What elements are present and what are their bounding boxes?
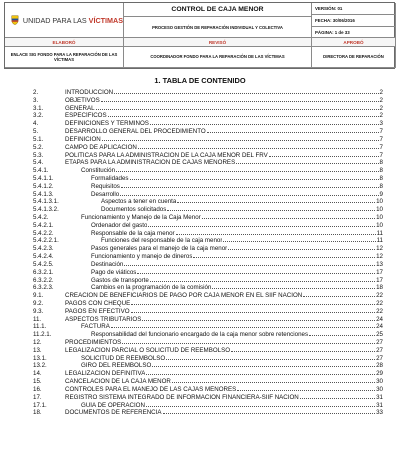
toc-entry-number: 17. (33, 393, 42, 401)
toc-leader-dots (120, 195, 379, 196)
toc-entry-number: 5. (33, 128, 39, 136)
toc-entry-page: 25 (376, 331, 383, 339)
toc-leader-dots (150, 281, 375, 282)
toc-entry-page: 17 (376, 276, 383, 284)
toc-entry-page: 12 (376, 253, 383, 261)
toc-entry-number: 5.4. (33, 159, 44, 167)
toc-entry[interactable] (33, 347, 383, 355)
toc-leader-dots (146, 406, 375, 407)
toc-entry-number: 5.4.1.1. (33, 174, 54, 182)
process-name: PROCESO GESTIÓN DE REPARACIÓN INDIVIDUAL Y COLECTIVA (124, 17, 312, 38)
toc-entry-number: 6.3.2.2. (33, 276, 54, 284)
toc-entry[interactable] (33, 112, 383, 120)
toc-leader-dots (130, 179, 379, 180)
toc-entry-page: 12 (376, 245, 383, 253)
toc-entry-page: 10 (376, 221, 383, 229)
toc-entry-title: Funciones del responsable de la caja menor (101, 237, 223, 245)
toc-leader-dots (121, 187, 379, 188)
toc-entry-number: 5.3. (33, 151, 44, 159)
toc-entry-page: 24 (376, 315, 383, 323)
toc-entry[interactable] (33, 120, 383, 128)
toc-entry[interactable] (33, 97, 383, 105)
toc-entry-title: Requisitos (91, 182, 120, 190)
toc-entry-title: LEGALIZACIÓN DEFINITIVA (65, 370, 146, 378)
toc-leader-dots (102, 140, 379, 141)
toc-leader-dots (122, 343, 375, 344)
toc-leader-dots (176, 234, 376, 235)
toc-entry-page: 10 (376, 198, 383, 206)
toc-entry-title: ASPECTOS TRIBUTARIOS (65, 315, 142, 323)
toc-entry[interactable] (33, 175, 383, 183)
toc-entry-title: Desarrollo (91, 190, 120, 198)
toc-entry-title: SOLICITUD DE REEMBOLSO (81, 354, 166, 362)
toc-entry-number: 9.1. (33, 292, 44, 300)
toc-entry-title: Constitución (81, 167, 116, 175)
toc-entry-page: 27 (376, 339, 383, 346)
toc-entry-title: CONTROLES PARA EL MANEJO DE LAS CAJAS MENORES (65, 385, 237, 393)
toc-leader-dots (150, 124, 379, 125)
toc-entry[interactable] (33, 230, 383, 238)
date-label: FECHA: 30/06/2016 (312, 15, 396, 27)
toc-entry-number: 9.2. (33, 299, 44, 307)
reviso-description: COORDINADOR FONDO PARA LA REPARACIÓN DE LAS VÍCTIMAS (124, 47, 312, 68)
toc-entry[interactable] (33, 206, 383, 214)
toc-entry-number: 17.1. (33, 401, 47, 409)
toc-entry-title: ESPECÍFICOS (65, 112, 107, 120)
toc-entry-page: 8 (379, 159, 383, 167)
toc-leader-dots (309, 335, 375, 336)
toc-entry-page: 13 (376, 260, 383, 268)
toc-leader-dots (223, 241, 376, 242)
toc-entry-number: 5.4.1.2. (33, 182, 54, 190)
elaboro-description: ENLACE SIG FONDO PARA LA REPARACIÓN DE LAS VÍCTIMAS (5, 47, 124, 68)
toc-entry-title: REGISTRO SISTEMA INTEGRADO DE INFORMACIÓN FINANCIERA-SIIF NACIÓN (65, 393, 299, 401)
version-label: VERSIÓN: 01 (312, 3, 396, 15)
logo-brand: VÍCTIMAS (88, 15, 123, 25)
toc-entry[interactable] (33, 394, 383, 402)
document-header-table (4, 2, 395, 69)
toc-leader-dots (228, 249, 375, 250)
page-label: PÁGINA: 1 de 33 (312, 27, 396, 38)
toc-entry[interactable] (33, 167, 383, 175)
toc-entry-number: 3.2. (33, 112, 44, 120)
toc-entry-title: Ordenador del gasto (91, 221, 148, 229)
toc-entry-page: 7 (379, 143, 383, 151)
toc-entry[interactable] (33, 277, 383, 285)
toc-entry-page: 2 (379, 104, 383, 112)
toc-entry[interactable] (33, 362, 383, 370)
toc-entry-title: Formalidades (91, 174, 129, 182)
toc-leader-dots (114, 93, 379, 94)
toc-entry[interactable] (33, 355, 383, 363)
toc-leader-dots (163, 413, 375, 414)
toc-entry-number: 5.4.1.3.2. (33, 206, 59, 214)
toc-leader-dots (146, 374, 375, 375)
toc-entry-page: 8 (379, 167, 383, 175)
toc-entry-title: DESARROLLO GENERAL DEL PROCEDIMIENTO (65, 128, 206, 136)
toc-leader-dots (131, 312, 375, 313)
toc-leader-dots (212, 288, 375, 289)
toc-entry-number: 6.3.2.3. (33, 284, 54, 292)
toc-entry-page: 2 (379, 89, 383, 96)
aprobo-description: DIRECTORA DE REPARACIÓN (312, 47, 396, 68)
toc-entry-title: PROCEDIMIENTOS (65, 339, 122, 346)
toc-entry[interactable] (33, 136, 383, 144)
toc-entry-title: Funcionamiento y Manejo de la Caja Menor (81, 214, 201, 221)
toc-entry-title: Destinación (91, 260, 124, 268)
document-title: CONTROL DE CAJA MENOR (124, 3, 312, 17)
toc-entry-number: 5.4.2.4. (33, 253, 54, 261)
toc-entry-number: 11. (33, 315, 42, 323)
toc-leader-dots (101, 101, 379, 102)
toc-entry-number: 5.4.2. (33, 214, 49, 221)
toc-entry-number: 5.4.2.2.1. (33, 237, 59, 245)
toc-entry-number: 6.3.2.1. (33, 268, 54, 276)
toc-leader-dots (172, 382, 375, 383)
toc-leader-dots (269, 156, 379, 157)
toc-entry-title: Responsabilidad del funcionario encargado de la caja menor sobre retenciones (91, 331, 309, 339)
toc-entry[interactable] (33, 292, 383, 300)
toc-entry[interactable] (33, 253, 383, 261)
toc-entry-page: 29 (376, 370, 383, 378)
toc-entry[interactable] (33, 269, 383, 277)
toc-entry[interactable] (33, 198, 383, 206)
toc-entry-title: GENERAL (65, 104, 95, 112)
toc-entry-title: Gastos de transporte (91, 276, 149, 284)
toc-leader-dots (138, 148, 379, 149)
toc-entry-number: 13.1. (33, 354, 47, 362)
toc-entry[interactable] (33, 183, 383, 191)
toc-entry-number: 11.1. (33, 323, 47, 331)
toc-leader-dots (96, 109, 379, 110)
role-reviso: REVISÓ (124, 38, 312, 47)
toc-entry[interactable] (33, 402, 383, 410)
toc-entry-page: 22 (376, 292, 383, 300)
toc-entry-page: 17 (376, 268, 383, 276)
toc-entry[interactable] (33, 378, 383, 386)
toc-entry-number: 12. (33, 339, 42, 346)
toc-entry-title: Aspectos a tener en cuenta (101, 198, 177, 206)
toc-entry-number: 5.4.1. (33, 167, 49, 175)
toc-entry[interactable] (33, 105, 383, 113)
toc-leader-dots (108, 116, 379, 117)
toc-entry-number: 13.2. (33, 362, 47, 370)
toc-entry-title: GUÍA DE OPERACIÓN (81, 401, 145, 409)
toc-entry[interactable] (33, 237, 383, 245)
toc-entry-title: CREACIÓN DE BENEFICIARIOS DE PAGO POR CAJA MENOR EN EL SIIF NACIÓN (65, 292, 303, 300)
toc-leader-dots (152, 366, 375, 367)
toc-entry[interactable] (33, 245, 383, 253)
role-aprobo: APROBÓ (312, 38, 396, 47)
toc-entry-title: LEGALIZACIÓN PARCIAL O SOLICITUD DE REEMBOLSO (65, 346, 231, 354)
toc-entry[interactable] (33, 159, 383, 167)
toc-entry-number: 14. (33, 370, 42, 378)
toc-entry[interactable] (33, 386, 383, 394)
toc-entry-number: 5.4.2.2. (33, 229, 54, 237)
toc-entry-title: Pasos generales para el manejo de la caja menor (91, 245, 228, 253)
toc-entry[interactable] (33, 261, 383, 269)
toc-entry[interactable] (33, 370, 383, 378)
toc-entry[interactable] (33, 409, 383, 417)
toc-entry-page: 11 (376, 237, 383, 245)
toc-entry-title: PAGOS EN EFECTIVO (65, 307, 130, 315)
toc-entry[interactable] (33, 222, 383, 230)
toc-entry-number: 5.4.2.3. (33, 245, 54, 253)
toc-leader-dots (137, 273, 375, 274)
toc-entry-page: 7 (379, 128, 383, 136)
toc-entry-title: Funcionamiento y manejo de dineros (91, 253, 193, 261)
logo-wordmark (23, 16, 123, 25)
toc-leader-dots (236, 163, 379, 164)
toc-entry-title: FACTURA (81, 323, 110, 331)
toc-leader-dots (231, 351, 375, 352)
toc-entry[interactable] (33, 339, 383, 347)
coat-of-arms-icon (11, 13, 19, 27)
toc-entry-title: INTRODUCCIÓN (65, 89, 114, 96)
role-elaboro: ELABORÓ (5, 38, 124, 47)
toc-entry[interactable] (33, 214, 383, 222)
toc-leader-dots (111, 327, 375, 328)
toc-entry-title: Cambios en la programación de la comisión (91, 284, 212, 292)
toc-entry-number: 16. (33, 385, 42, 393)
toc-entry-number: 11.2.1. (33, 331, 52, 339)
toc-entry-page: 27 (376, 354, 383, 362)
toc-entry-page: 28 (376, 362, 383, 370)
toc-leader-dots (300, 398, 375, 399)
toc-entry-number: 3.1. (33, 104, 44, 112)
toc-entry-page: 22 (376, 307, 383, 315)
toc-entry-page: 9 (379, 190, 383, 198)
toc-entry-page: 31 (376, 401, 383, 409)
toc-entry-title: PAGOS CON CHEQUE (65, 299, 131, 307)
toc-entry-page: 31 (376, 393, 383, 401)
toc-leader-dots (116, 171, 379, 172)
toc-entry-title: ETAPAS PARA LA ADMINISTRACION DE CAJAS MENORES (65, 159, 236, 167)
toc-leader-dots (142, 320, 375, 321)
toc-entry-number: 5.4.2.1. (33, 221, 54, 229)
toc-entry-page: 8 (379, 174, 383, 182)
toc-entry-title: Documentos solicitados (101, 206, 167, 214)
toc-entry-title: OBJETIVOS (65, 96, 100, 104)
toc-entry[interactable] (33, 323, 383, 331)
toc-entry[interactable] (33, 144, 383, 152)
toc-entry[interactable] (33, 300, 383, 308)
toc-entry-page: 30 (376, 378, 383, 386)
toc-leader-dots (148, 226, 375, 227)
toc-entry-number: 3. (33, 96, 39, 104)
toc-entry-title: POLITICAS PARA LA ADMINISTRACION DE LA CAJA MENOR DEL FRV (65, 151, 268, 159)
toc-entry-page: 2 (379, 96, 383, 104)
toc-entry-number: 13. (33, 346, 42, 354)
toc-entry-page: 33 (376, 409, 383, 417)
toc-entry[interactable] (33, 316, 383, 324)
toc-entry-page: 7 (379, 151, 383, 159)
toc-entry-title: Pago de viáticos (91, 268, 137, 276)
toc-entry-page: 30 (376, 385, 383, 393)
toc-entry-number: 18. (33, 409, 42, 417)
toc-entry-title: DOCUMENTOS DE REFERENCIA (65, 409, 162, 417)
toc-entry-page: 3 (379, 120, 383, 128)
table-of-contents (33, 89, 383, 417)
toc-entry-page: 24 (376, 323, 383, 331)
toc-entry[interactable] (33, 89, 383, 97)
toc-entry-title: DEFINICIÓN (65, 135, 101, 143)
toc-entry[interactable] (33, 128, 383, 136)
toc-entry-page: 10 (376, 214, 383, 221)
toc-entry[interactable] (33, 152, 383, 160)
logo-prefix: UNIDAD PARA LAS (22, 15, 89, 25)
toc-entry-title: GIRO DEL REEMBOLSO (81, 362, 152, 370)
toc-leader-dots (166, 359, 375, 360)
toc-entry-page: 7 (379, 135, 383, 143)
toc-entry-title: CAMPO DE APLICACIÓN (65, 143, 137, 151)
toc-entry-page: 11 (376, 229, 383, 237)
toc-leader-dots (193, 257, 375, 258)
toc-entry-title: Responsable de la caja menor (91, 229, 175, 237)
toc-entry-number: 15. (33, 378, 42, 386)
toc-entry-page: 18 (376, 284, 383, 292)
toc-entry-page: 8 (379, 182, 383, 190)
toc-leader-dots (303, 296, 375, 297)
toc-entry-number: 2. (33, 89, 39, 96)
toc-entry-title: DEFINICIONES Y TERMINOS (65, 120, 149, 128)
toc-entry-page: 27 (376, 346, 383, 354)
toc-leader-dots (177, 202, 375, 203)
toc-leader-dots (167, 210, 375, 211)
toc-leader-dots (207, 132, 379, 133)
toc-entry-number: 5.4.2.5. (33, 260, 54, 268)
toc-entry-title: CANCELACIÓN DE LA CAJA MENOR (65, 378, 171, 386)
toc-entry-number: 5.4.1.3. (33, 190, 54, 198)
toc-heading: 1. TABLA DE CONTENIDO (154, 76, 246, 85)
toc-entry-number: 5.1. (33, 135, 44, 143)
toc-entry-number: 4. (33, 120, 39, 128)
toc-leader-dots (202, 218, 375, 219)
toc-entry[interactable] (33, 331, 383, 339)
toc-entry[interactable] (33, 308, 383, 316)
toc-leader-dots (131, 304, 375, 305)
toc-entry-number: 9.3. (33, 307, 44, 315)
toc-entry-page: 2 (379, 112, 383, 120)
toc-entry-page: 22 (376, 299, 383, 307)
toc-leader-dots (124, 265, 375, 266)
toc-entry-page: 10 (376, 206, 383, 214)
toc-entry-number: 5.4.1.3.1. (33, 198, 59, 206)
toc-leader-dots (237, 390, 375, 391)
toc-entry[interactable] (33, 191, 383, 199)
toc-entry[interactable] (33, 284, 383, 292)
logo-cell (5, 3, 124, 38)
toc-entry-number: 5.2. (33, 143, 44, 151)
